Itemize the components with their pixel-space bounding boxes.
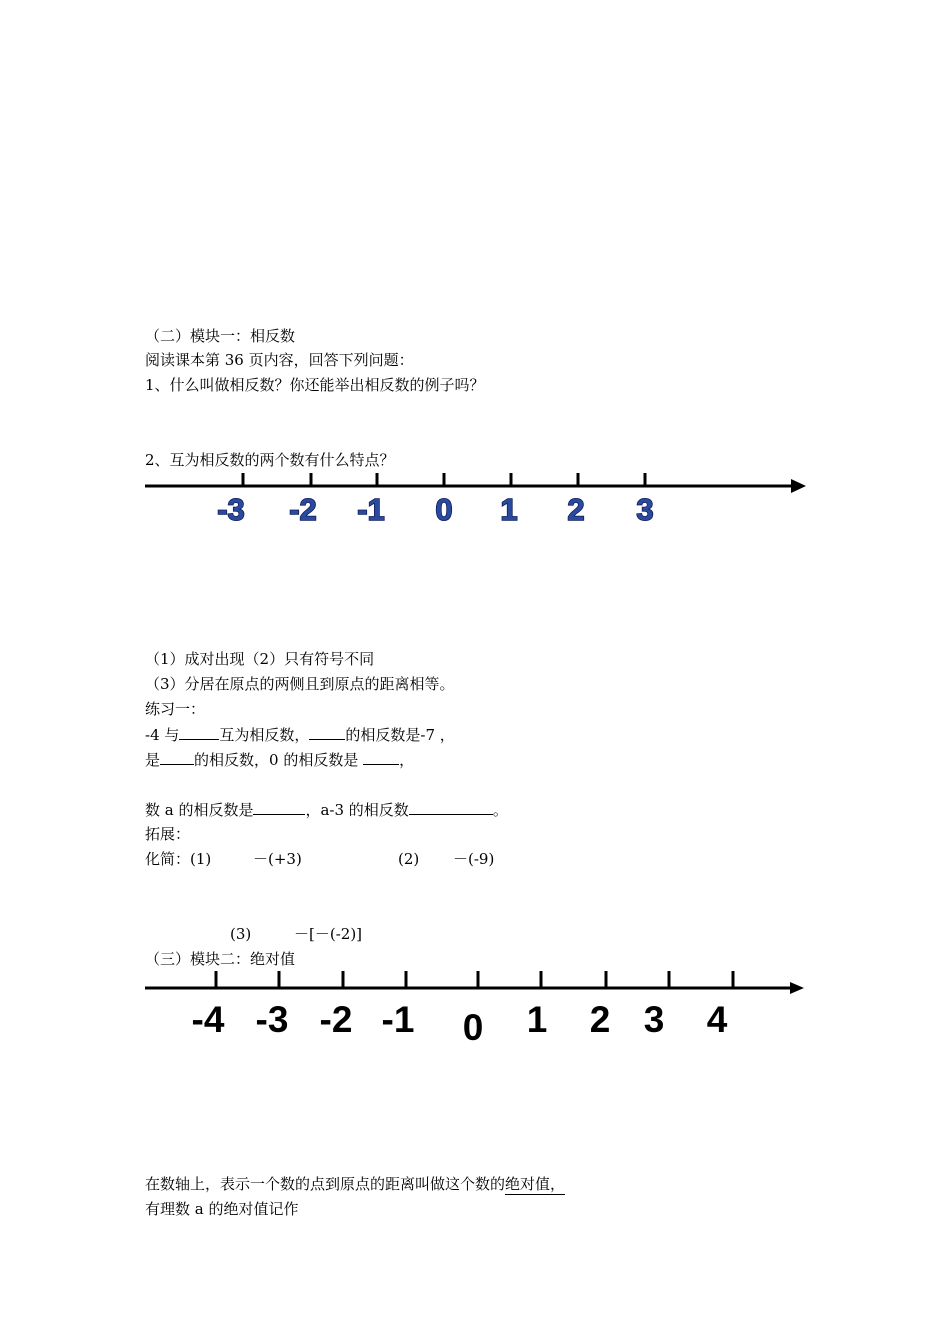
- text: 在数轴上，表示一个数的点到原点的距离叫做这个数的: [145, 1175, 506, 1193]
- number-line-2-label: 3: [643, 999, 665, 1040]
- absolute-value-definition: [145, 1175, 565, 1193]
- number-line-2-label: 4: [706, 999, 728, 1040]
- number-line-1-label: 0: [435, 492, 453, 527]
- number-line-2-label: -2: [319, 999, 353, 1040]
- text: 是: [145, 751, 161, 769]
- number-line-1-label: 3: [636, 492, 654, 527]
- simplify-item-2: (2): [398, 850, 420, 868]
- underlined-term: 绝对值，: [505, 1175, 566, 1193]
- module1-intro: 阅读课本第 36 页内容，回答下列问题：: [145, 351, 414, 369]
- fill-blank: [309, 725, 345, 740]
- number-line-1-label: -3: [217, 492, 245, 527]
- exercise-line-3: [145, 800, 508, 819]
- number-line-1-label: -2: [289, 492, 317, 527]
- answer-1: （1）成对出现（2）只有符号不同: [145, 650, 375, 668]
- text: 数 a 的相反数是: [145, 801, 254, 819]
- text: 的相反数是-7 ，: [345, 726, 455, 744]
- number-line-2-label: -4: [191, 999, 225, 1040]
- simplify-expr-3: －[－(-2)]: [294, 925, 363, 943]
- simplify-label: 化简：(1): [145, 850, 212, 868]
- text: ，: [399, 751, 415, 769]
- fill-blank: [253, 800, 305, 815]
- number-line-2-label: 2: [589, 999, 611, 1040]
- module2-heading: （三）模块二：绝对值: [145, 950, 296, 968]
- simplify-item-3: (3): [230, 925, 252, 943]
- number-line-1: [0, 468, 950, 528]
- fill-blank: [179, 725, 219, 740]
- simplify-expr-1: －(+3): [253, 850, 302, 868]
- number-line-2-label: -3: [255, 999, 289, 1040]
- number-line-2-arrow: [790, 982, 804, 994]
- absolute-value-notation: 有理数 a 的绝对值记作: [145, 1200, 299, 1218]
- number-line-2-label: 0: [462, 1007, 484, 1048]
- question-2: 2、互为相反数的两个数有什么特点？: [145, 451, 395, 469]
- number-line-2-label: -1: [381, 999, 415, 1040]
- number-line-1-label: 1: [500, 492, 518, 527]
- number-line-2-label: 1: [526, 999, 548, 1040]
- fill-blank: [409, 800, 493, 815]
- text: -4 与: [145, 726, 180, 744]
- text: 的相反数，0 的相反数是: [194, 751, 364, 769]
- fill-blank: [160, 750, 194, 765]
- answer-2: （3）分居在原点的两侧且到原点的距离相等。: [145, 675, 455, 693]
- number-line-1-arrow: [791, 479, 806, 493]
- exercise-title: 练习一：: [145, 700, 206, 718]
- number-line-1-label: -1: [357, 492, 385, 527]
- extend-label: 拓展：: [145, 825, 191, 843]
- number-line-1-label: 2: [567, 492, 585, 527]
- question-1: 1、什么叫做相反数？你还能举出相反数的例子吗？: [145, 376, 485, 394]
- exercise-line-2: [145, 750, 414, 769]
- text: 。: [492, 801, 508, 819]
- text: ，a-3 的相反数: [305, 801, 409, 819]
- exercise-line-1: [145, 725, 455, 744]
- simplify-expr-2: －(-9): [453, 850, 495, 868]
- module1-heading: （二）模块一：相反数: [145, 327, 296, 345]
- text: 互为相反数，: [219, 726, 310, 744]
- number-line-2: [0, 966, 950, 1046]
- fill-blank: [363, 750, 399, 765]
